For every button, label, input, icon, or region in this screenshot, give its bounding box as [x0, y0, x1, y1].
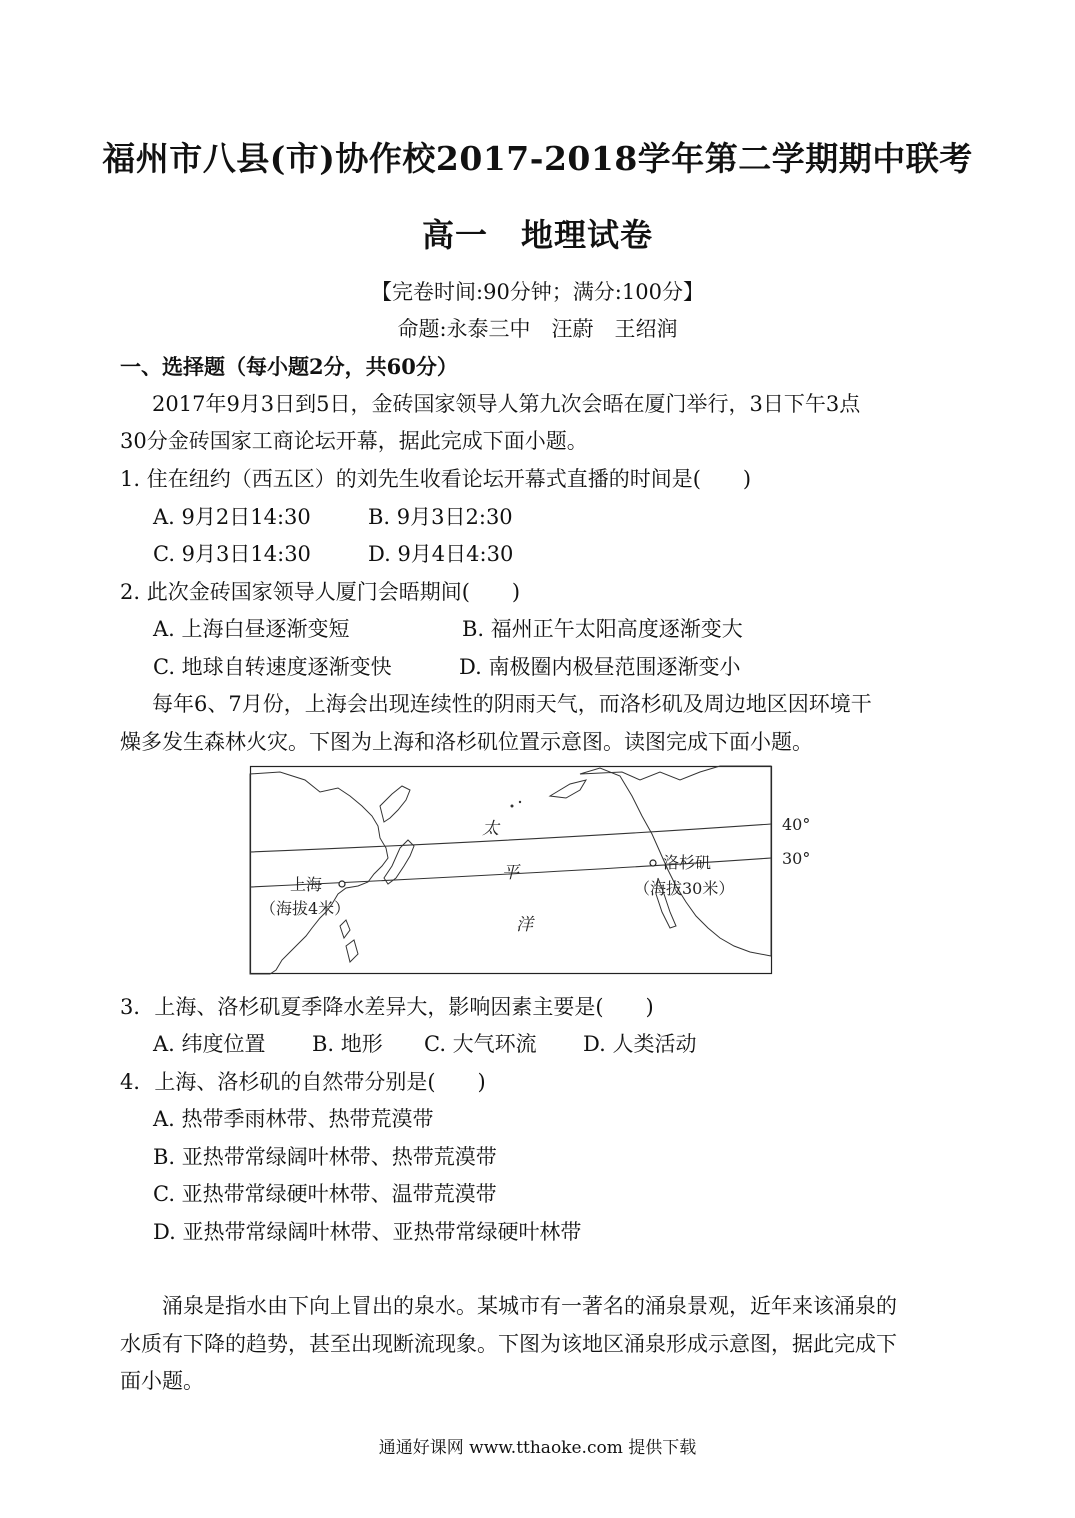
ocean-label-3: 洋: [516, 915, 533, 935]
location-map: [250, 766, 811, 976]
q4-option-a: A. 热带季雨林带、热带荒漠带: [153, 1107, 434, 1131]
q4-option-d: D. 亚热带常绿阔叶林带、亚热带常绿硬叶林带: [153, 1220, 582, 1244]
q4-option-c: C. 亚热带常绿硬叶林带、温带荒漠带: [153, 1182, 497, 1206]
intro2-line1: 每年6、7月份，上海会出现连续性的阴雨天气，而洛杉矶及周边地区因环境干: [152, 692, 872, 716]
intro3-line1: 涌泉是指水由下向上冒出的泉水。某城市有一著名的涌泉景观，近年来该涌泉的: [162, 1294, 897, 1318]
footer-download-note: 通通好课网 www.tthaoke.com 提供下载: [378, 1438, 697, 1458]
q2-option-d: D. 南极圈内极昼范围逐渐变小: [459, 655, 741, 679]
la-altitude: （海拔30米）: [634, 879, 735, 898]
q3-option-b: B. 地形: [312, 1032, 383, 1056]
q4-stem: 4．上海、洛杉矶的自然带分别是( ): [120, 1070, 486, 1094]
los-angeles-marker: [650, 860, 656, 866]
intro3-line2: 水质有下降的趋势，甚至出现断流现象。下图为该地区涌泉形成示意图，据此完成下: [120, 1332, 897, 1356]
time-info: 【完卷时间:90分钟；满分:100分】: [371, 280, 704, 304]
la-label: 洛杉矶: [663, 853, 712, 872]
lat40-label: 40°: [782, 815, 811, 834]
q1-stem: 1. 住在纽约（西五区）的刘先生收看论坛开幕式直播的时间是( ): [120, 467, 752, 491]
q3-option-a: A. 纬度位置: [153, 1032, 266, 1056]
q3-option-c: C. 大气环流: [424, 1032, 537, 1056]
ocean-label-1: 太: [482, 819, 499, 839]
q4-option-b: B. 亚热带常绿阔叶林带、热带荒漠带: [153, 1145, 497, 1169]
shanghai-altitude: （海拔4米）: [260, 899, 351, 918]
q3-option-d: D. 人类活动: [583, 1032, 697, 1056]
intro2-line2: 燥多发生森林火灾。下图为上海和洛杉矶位置示意图。读图完成下面小题。: [120, 730, 813, 754]
intro3-line3: 面小题。: [120, 1369, 204, 1393]
ocean-label-2: 平: [502, 863, 519, 883]
q2-stem: 2. 此次金砖国家领导人厦门会晤期间( ): [120, 580, 521, 604]
q3-stem: 3．上海、洛杉矶夏季降水差异大，影响因素主要是( ): [120, 995, 654, 1019]
exam-subtitle: 高一 地理试卷: [421, 216, 653, 254]
exam-title: 福州市八县(市)协作校2017-2018学年第二学期期中联考: [102, 139, 973, 178]
q1-option-c: C. 9月3日14:30: [153, 542, 311, 566]
q2-option-c: C. 地球自转速度逐渐变快: [153, 655, 392, 679]
section-heading: 一、选择题（每小题2分，共60分）: [120, 354, 458, 379]
shanghai-label: 上海: [290, 875, 323, 894]
intro1-line1: 2017年9月3日到5日，金砖国家领导人第九次会晤在厦门举行，3日下午3点: [152, 392, 861, 416]
authors: 命题:永泰三中 汪蔚 王绍润: [397, 317, 678, 341]
lat30-label: 30°: [782, 849, 811, 868]
q1-option-d: D. 9月4日4:30: [368, 542, 514, 566]
q1-option-b: B. 9月3日2:30: [368, 505, 513, 529]
shanghai-marker: [339, 881, 345, 887]
q1-option-a: A. 9月2日14:30: [153, 505, 311, 529]
q2-option-b: B. 福州正午太阳高度逐渐变大: [462, 617, 743, 641]
q2-option-a: A. 上海白昼逐渐变短: [153, 617, 350, 641]
intro1-line2: 30分金砖国家工商论坛开幕，据此完成下面小题。: [120, 429, 588, 453]
